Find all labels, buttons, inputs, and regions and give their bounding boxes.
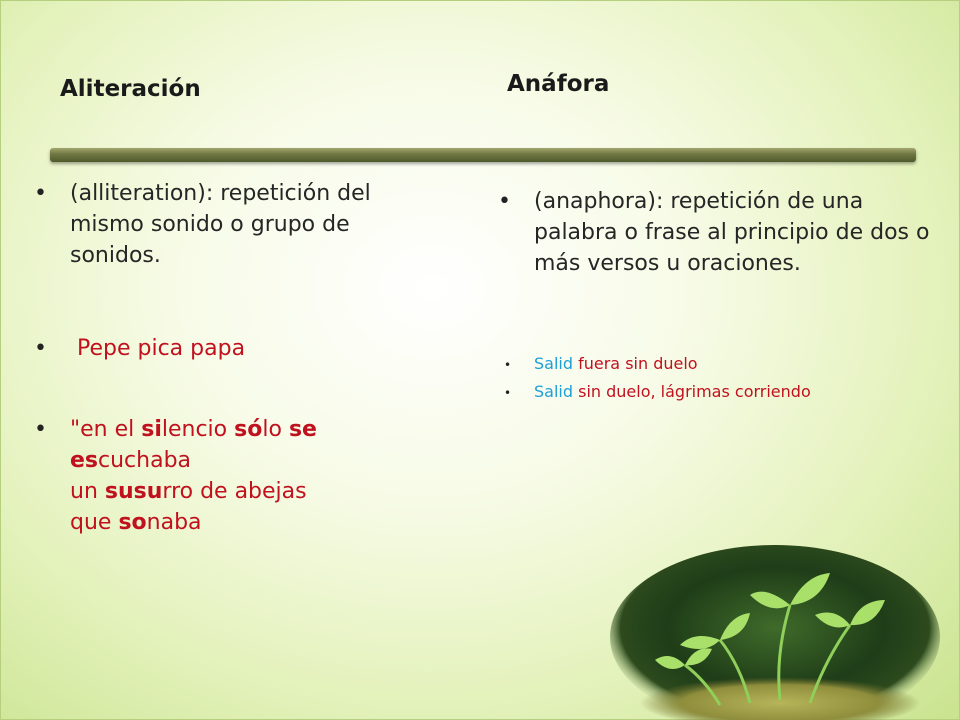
seedling-plant-image [600,545,960,720]
poem-bold-segment: si [141,417,162,442]
poem-segment: "en el [70,417,142,442]
poem-bold-segment: só [234,417,263,442]
anaphora-list [498,186,934,279]
poem-segment: lo [262,417,289,442]
bullet-icon: • [498,189,511,214]
heading-aliteracion: Aliteración [60,76,201,102]
bullet-icon: • [504,386,512,400]
example-lead: Salid [534,354,574,373]
list-item [34,178,430,271]
poem-segment: lencio [161,417,235,442]
alliteration-poem [70,414,430,538]
bullet-icon: • [34,417,47,442]
example-lead: Salid [534,382,574,401]
poem-line [70,507,430,538]
bullet-icon: • [34,336,47,361]
poem-bold-segment: susu [104,479,163,504]
poem-line [70,414,430,445]
poem-segment: que [70,510,119,535]
poem-segment: un [70,479,105,504]
example-rest: sin duelo, lágrimas corriendo [573,382,811,401]
list-item [498,186,934,279]
bullet-icon: • [504,358,512,372]
poem-segment: rro de abejas [162,479,307,504]
alliteration-example: Pepe pica papa [70,336,246,361]
poem-line [70,445,430,476]
anaphora-definition: (anaphora): repetición de una palabra o frase al principio de dos o más versos u oraciones. [534,189,930,276]
poem-line [70,476,430,507]
poem-bold-segment: se [288,417,317,442]
poem-segment: cuchaba [98,448,192,473]
poem-bold-segment: so [118,510,147,535]
list-item [34,414,430,538]
poem-bold-segment: es [70,448,99,473]
list-item [504,380,934,404]
bullet-icon: • [34,181,47,206]
divider-bar [50,148,916,162]
list-item [504,352,934,376]
list-item [34,333,430,364]
example-rest: fuera sin duelo [573,354,698,373]
alliteration-list [34,178,430,538]
poem-segment: naba [146,510,202,535]
anaphora-examples [504,352,934,404]
alliteration-definition: (alliteration): repetición del mismo sonido o grupo de sonidos. [70,181,371,268]
heading-anafora: Anáfora [507,71,610,97]
